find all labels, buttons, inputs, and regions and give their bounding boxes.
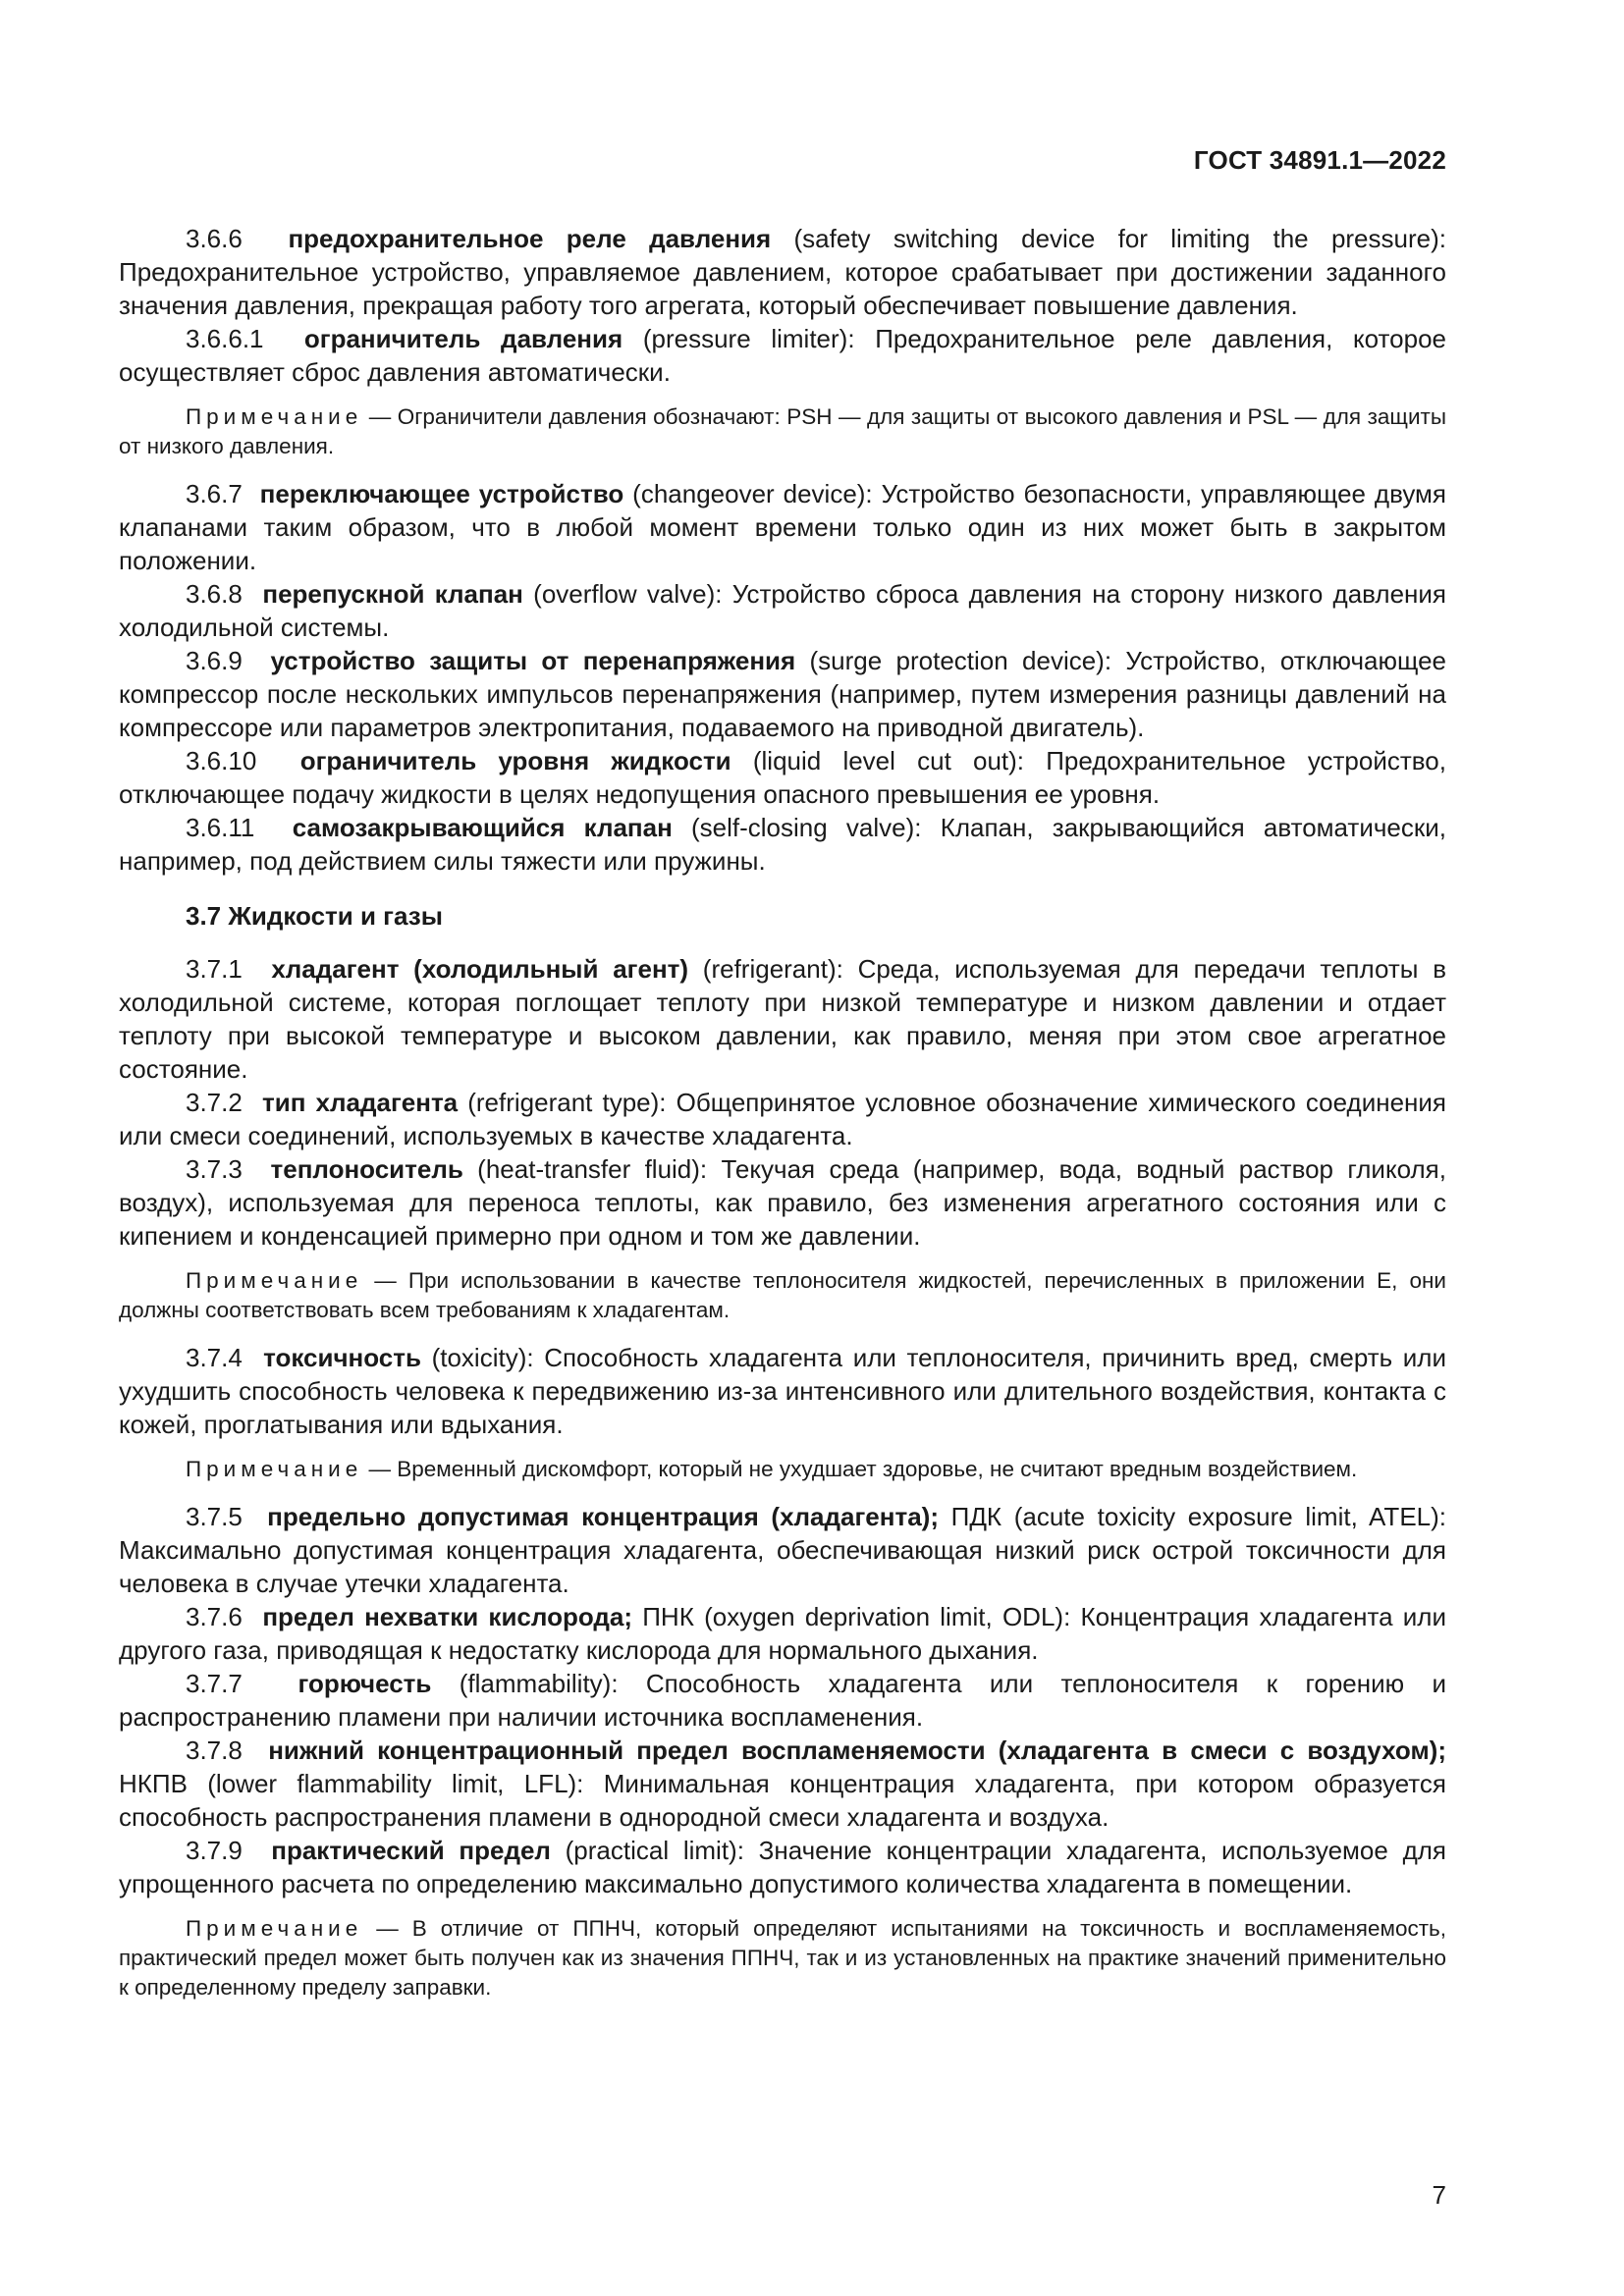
term-title: токсичность [263,1343,421,1372]
term-number: 3.7.9 [186,1836,243,1865]
term-definition: (refrigerant type): Общепринятое условное обозначение химического соединения или смеси соединений, используемых в качестве хладагента. [119,1088,1446,1150]
term-definition: (liquid level cut out): Предохранительное устройство, отключающее подачу жидкости в целях недопущения опасного превышения ее уровня. [119,746,1446,809]
term-title: предельно допустимая концентрация (хладагента); [267,1502,939,1531]
term-3-7-6 [119,1600,1446,1667]
term-3-7-9 [119,1834,1446,1900]
term-3-7-5 [119,1500,1446,1600]
document-header: ГОСТ 34891.1—2022 [1193,145,1446,175]
term-title: ограничитель уровня жидкости [299,746,731,775]
note [119,1266,1446,1325]
note-text: — В отличие от ППНЧ, который определяют испытаниями на токсичность и воспламеняемость, практический предел может быть получен как из значения ППНЧ, так и из установленных на практике значений применительно к определенному пределу заправки. [119,1916,1446,2000]
term-definition: ПДК (acute toxicity exposure limit, ATEL): Максимально допустимая концентрация хладагента, обеспечивающая низкий риск острой токсичности для человека в случае утечки хладагента. [119,1502,1446,1598]
term-3-6-9 [119,644,1446,744]
term-number: 3.7.3 [186,1154,243,1184]
term-number: 3.7.7 [186,1669,243,1698]
term-3-6-10 [119,744,1446,811]
term-3-6-6 [119,222,1446,322]
term-title: практический предел [271,1836,551,1865]
term-definition: (self-closing valve): Клапан, закрывающийся автоматически, например, под действием силы тяжести или пружины. [119,813,1446,876]
term-definition: (changeover device): Устройство безопасности, управляющее двумя клапанами таким образом, что в любой момент времени только один из них может быть в закрытом положении. [119,479,1446,575]
term-definition: ПНК (oxygen deprivation limit, ODL): Концентрация хладагента или другого газа, приводящая к недостатку кислорода для нормального дыхания. [119,1602,1447,1665]
term-number: 3.7.2 [186,1088,243,1117]
section-heading: 3.7 Жидкости и газы [186,901,443,931]
note-text: — При использовании в качестве теплоносителя жидкостей, перечисленных в приложении Е, они должны соответствовать всем требованиям к хладагентам. [119,1268,1446,1322]
term-number: 3.7.4 [186,1343,243,1372]
term-title: переключающее устройство [259,479,624,508]
term-definition: (refrigerant): Среда, используемая для передачи теплоты в холодильной системе, которая поглощает теплоту при низкой температуре и низком давлении и отдает теплоту при высокой температуре и высоком давлении, как правило, меняя при этом свое агрегатное состояние. [119,954,1447,1084]
term-3-7-1 [119,952,1446,1086]
term-number: 3.7.1 [186,954,243,984]
term-definition: (pressure limiter): Предохранительное реле давления, которое осуществляет сброс давления автоматически. [119,324,1446,387]
term-number: 3.6.6.1 [186,324,264,353]
term-3-6-8 [119,577,1446,644]
term-definition: (safety switching device for limiting the pressure): Предохранительное устройство, управляемое давлением, которое срабатывает при достижении заданного значения давления, прекращая работу того агрегата, который обеспечивает повышение давления. [119,224,1446,320]
term-title: теплоноситель [270,1154,463,1184]
note-label: Примечание [186,404,363,429]
term-number: 3.6.8 [186,579,243,609]
term-title: нижний концентрационный предел воспламеняемости (хладагента в смеси с воздухом); [268,1735,1446,1765]
term-3-6-7 [119,477,1446,577]
term-number: 3.7.5 [186,1502,243,1531]
term-number: 3.7.6 [186,1602,243,1631]
term-definition: НКПВ (lower flammability limit, LFL): Минимальная концентрация хладагента, при котором образуется способность распространения пламени в однородной смеси хладагента и воздуха. [119,1769,1446,1832]
term-definition: (flammability): Способность хладагента или теплоносителя к горению и распространению пламени при наличии источника воспламенения. [119,1669,1446,1732]
term-number: 3.6.11 [186,813,255,842]
term-title: самозакрывающийся клапан [292,813,673,842]
term-3-7-2 [119,1086,1446,1152]
note-text: — Временный дискомфорт, который не ухудшает здоровье, не считают вредным воздействием. [362,1457,1358,1481]
term-number: 3.6.7 [186,479,243,508]
term-title: тип хладагента [262,1088,459,1117]
term-definition: (overflow valve): Устройство сброса давления на сторону низкого давления холодильной системы. [119,579,1446,642]
term-title: хладагент (холодильный агент) [271,954,689,984]
term-title: горючесть [298,1669,432,1698]
term-title: предохранительное реле давления [288,224,772,253]
term-number: 3.7.8 [186,1735,243,1765]
term-3-7-8 [119,1734,1446,1834]
document-page [119,0,1446,2296]
term-3-7-7 [119,1667,1446,1734]
note [119,1455,1446,1484]
note-label: Примечание [186,1268,363,1293]
note-text: — Ограничители давления обозначают: PSH — для защиты от высокого давления и PSL — для защиты от низкого давления. [119,404,1446,458]
term-title: предел нехватки кислорода; [262,1602,632,1631]
term-3-7-4 [119,1341,1446,1441]
page-number: 7 [1432,2180,1446,2210]
note-label: Примечание [186,1916,363,1941]
term-3-6-11 [119,811,1446,878]
term-number: 3.6.6 [186,224,243,253]
note [119,402,1446,461]
term-title: ограничитель давления [303,324,623,353]
term-number: 3.6.9 [186,646,243,675]
term-3-6-6-1 [119,322,1446,389]
term-definition: (heat-transfer fluid): Текучая среда (например, вода, водный раствор гликоля, воздух), используемая для переноса теплоты, как правило, без изменения агрегатного состояния или с кипением и конденсацией примерно при одном и том же давлении. [119,1154,1446,1251]
note-label: Примечание [186,1457,363,1481]
term-number: 3.6.10 [186,746,257,775]
term-definition: (practical limit): Значение концентрации хладагента, используемое для упрощенного расчета по определению максимально допустимого количества хладагента в помещении. [119,1836,1446,1898]
term-definition: (toxicity): Способность хладагента или теплоносителя, причинить вред, смерть или ухудшить способность человека к передвижению из-за интенсивного или длительного воздействия, контакта с кожей, проглатывания или вдыхания. [119,1343,1447,1439]
document-body [119,222,1446,2018]
term-title: перепускной клапан [262,579,523,609]
term-title: устройство защиты от перенапряжения [270,646,796,675]
note [119,1914,1446,2002]
term-definition: (surge protection device): Устройство, отключающее компрессор после нескольких импульсов перенапряжения (например, путем измерения разницы давлений на компрессоре или параметров электропитания, подаваемого на приводной двигатель). [119,646,1447,742]
term-3-7-3 [119,1152,1446,1253]
